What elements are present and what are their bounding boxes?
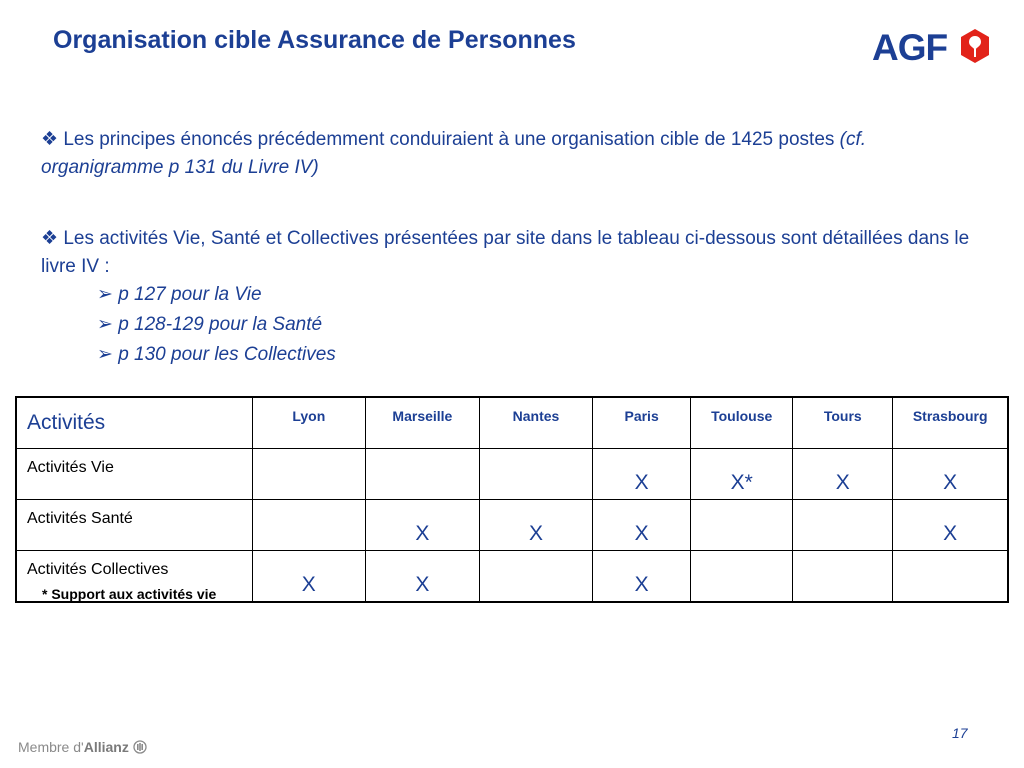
paragraph-1-text: Les principes énoncés précédemment conduiraient à une organisation cible de 1425 postes [58, 129, 840, 150]
table-cell [252, 500, 365, 551]
header-marseille: Marseille [365, 397, 479, 449]
header-paris: Paris [593, 397, 691, 449]
sub-item-sante: ➢ p 128-129 pour la Santé [97, 314, 323, 335]
table-cell: X [593, 551, 691, 603]
row-label: Activités Santé [16, 500, 252, 551]
arrow-bullet-icon: ➢ [97, 314, 113, 335]
table-cell: X [593, 500, 691, 551]
slide-title: Organisation cible Assurance de Personnes [53, 26, 576, 54]
page-number: 17 [952, 725, 968, 741]
table-cell: X [893, 500, 1008, 551]
row-label: Activités Vie [16, 449, 252, 500]
arrow-bullet-icon: ➢ [97, 284, 113, 305]
allianz-member-mark [18, 739, 147, 755]
header-activites: Activités [16, 397, 252, 449]
header-lyon: Lyon [252, 397, 365, 449]
table-cell [793, 500, 893, 551]
sub-item-vie: ➢ p 127 pour la Vie [97, 284, 262, 305]
activities-table [15, 396, 1009, 603]
table-cell [691, 551, 793, 603]
header-toulouse: Toulouse [691, 397, 793, 449]
table-cell [365, 449, 479, 500]
footnote: * Support aux activités vie [42, 586, 217, 602]
table-cell: X [365, 500, 479, 551]
table-cell [691, 500, 793, 551]
paragraph-2-text: Les activités Vie, Santé et Collectives présentées par site dans le tableau ci-dessous sont détaillées dans le livre IV : [41, 228, 970, 277]
header-tours: Tours [793, 397, 893, 449]
agf-logo [872, 27, 990, 67]
header-nantes: Nantes [479, 397, 592, 449]
diamond-bullet-icon: ❖ [41, 129, 59, 150]
table-cell: X [479, 500, 592, 551]
paragraph-1 [41, 126, 961, 182]
agf-emblem-icon [960, 29, 990, 63]
member-prefix: Membre d' [18, 739, 84, 755]
arrow-bullet-icon: ➢ [97, 344, 113, 365]
table-row [16, 449, 1008, 500]
header-strasbourg: Strasbourg [893, 397, 1008, 449]
table-cell [252, 449, 365, 500]
allianz-emblem-icon [133, 740, 147, 754]
table-cell: X* [691, 449, 793, 500]
diamond-bullet-icon: ❖ [41, 228, 59, 249]
table-cell [479, 449, 592, 500]
table-cell: X [365, 551, 479, 603]
table-cell: X [893, 449, 1008, 500]
table-header-row [16, 397, 1008, 449]
paragraph-2 [41, 225, 1001, 281]
table-cell [793, 551, 893, 603]
table-cell [479, 551, 592, 603]
row-label: Activités Collectives [16, 551, 252, 603]
table-row [16, 500, 1008, 551]
paragraph-1-reference: (cf. organigramme p 131 du Livre IV) [41, 129, 867, 178]
allianz-brand: Allianz [83, 739, 129, 755]
table-cell: X [793, 449, 893, 500]
table-cell: X [593, 449, 691, 500]
table-cell [893, 551, 1008, 603]
sub-item-collectives: ➢ p 130 pour les Collectives [97, 344, 336, 365]
table-cell: X [252, 551, 365, 603]
agf-logo-text: AGF [872, 27, 948, 68]
